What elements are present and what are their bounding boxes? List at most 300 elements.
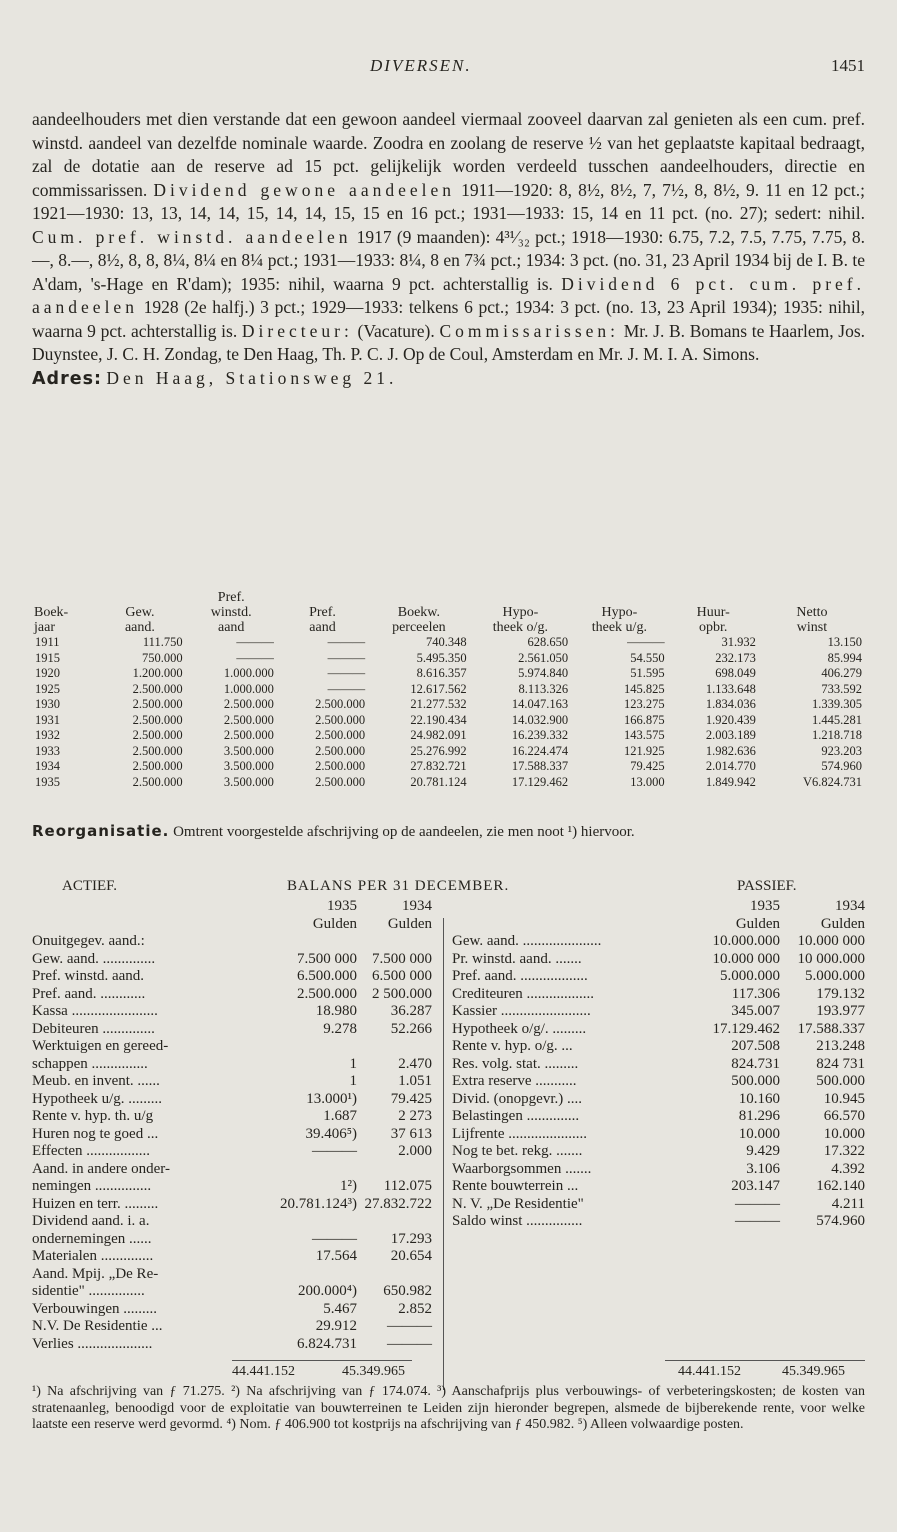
history-cell: 31.932	[721, 635, 756, 649]
history-cell: V6.824.731	[802, 774, 862, 789]
balance-label: Verbouwingen .........	[32, 1300, 157, 1317]
balance-value: ———	[312, 1143, 357, 1159]
balance-row	[32, 1143, 432, 1161]
unit-row: Gulden Gulden	[735, 915, 865, 932]
history-cell: 166.875	[623, 712, 665, 727]
balance-label: Dividend aand. i. a.	[32, 1213, 150, 1229]
history-cell: 13.000	[630, 774, 665, 789]
balance-label: Gew. aand. ..............	[32, 950, 156, 967]
history-cell: 2.500.000	[315, 774, 366, 789]
history-cell: 1920	[35, 666, 60, 680]
unit-row: Gulden Gulden	[312, 915, 432, 932]
balance-label: Saldo winst ...............	[452, 1213, 583, 1229]
page-header	[0, 56, 897, 80]
history-row	[32, 744, 865, 760]
balance-value: 500.000	[731, 1073, 780, 1089]
balance-value: 574.960	[816, 1213, 865, 1229]
balance-value: 2.000	[398, 1143, 432, 1159]
balance-row	[32, 1231, 432, 1249]
balance-row	[32, 1248, 432, 1266]
history-cell: 3.500.000	[223, 759, 274, 773]
total-rule-left	[232, 1360, 412, 1361]
dividend-label: Dividend gewone aandeelen	[153, 179, 456, 200]
history-cell: 13.150	[827, 635, 862, 649]
history-cell: 2.500.000	[315, 697, 366, 711]
history-cell: 145.825	[623, 681, 665, 696]
balance-value: 5.000.000	[805, 968, 865, 984]
balance-value: 1²)	[340, 1178, 357, 1194]
history-cell: 698.049	[715, 666, 756, 680]
balance-label: Rente v. hyp. o/g. ...	[452, 1038, 573, 1054]
history-cell: 16.224.474	[511, 743, 569, 758]
balance-label: Pref. winstd. aand.	[32, 968, 145, 984]
history-cell: ———	[327, 650, 366, 665]
balance-value: 9.278	[323, 1020, 357, 1037]
history-header-cell: Netto winst	[796, 605, 828, 635]
balance-label: Huren nog te goed ...	[32, 1125, 159, 1142]
balance-value: 1	[349, 1055, 357, 1072]
balance-value: 17.293	[390, 1230, 432, 1247]
balance-label: Aand. in andere onder-	[32, 1160, 170, 1177]
balance-value: 10.000	[738, 1125, 780, 1142]
history-cell: 27.832.721	[410, 759, 467, 773]
balance-value: 17.322	[823, 1143, 865, 1159]
history-cell: 740.348	[425, 635, 467, 649]
balance-label: Lijfrente .....................	[452, 1125, 587, 1142]
history-cell: 1.218.718	[812, 728, 862, 742]
balance-value: 10.000 000	[797, 933, 865, 949]
balance-value: 10.945	[823, 1090, 865, 1107]
balance-value: 52.266	[390, 1020, 432, 1037]
history-table	[32, 590, 865, 790]
history-cell: 1.920.439	[705, 712, 756, 727]
history-cell: 2.500.000	[223, 728, 274, 742]
history-cell: 2.500.000	[315, 728, 366, 742]
history-row	[32, 775, 865, 791]
history-cell: 2.561.050	[518, 650, 569, 665]
balance-title-row	[32, 878, 865, 898]
balance-label: Nog te bet. rekg. .......	[452, 1143, 583, 1159]
balance-row	[32, 1038, 432, 1056]
history-cell: 5.495.350	[416, 650, 467, 665]
balance-value: 213.248	[816, 1038, 865, 1054]
balance-row	[32, 1126, 432, 1144]
balance-value: ———	[387, 1318, 432, 1334]
balance-label: Werktuigen en gereed-	[32, 1038, 169, 1054]
year-row: 1935 1934	[750, 898, 865, 914]
company-description	[32, 108, 865, 391]
balance-value: 39.406⁵)	[305, 1125, 357, 1142]
balance-value: 10.000.000	[712, 933, 780, 949]
balance-value: 13.000¹)	[306, 1090, 357, 1107]
history-cell: ———	[236, 635, 274, 649]
history-cell: 3.500.000	[223, 743, 274, 758]
balance-row	[32, 1196, 432, 1214]
history-cell: 2.500.000	[315, 743, 366, 758]
balance-label: Pr. winstd. aand. .......	[452, 950, 582, 967]
balance-value: 36.287	[390, 1003, 432, 1019]
history-cell: ———	[236, 650, 274, 665]
history-cell: 1934	[35, 759, 60, 773]
balance-row	[32, 1266, 432, 1284]
balance-row	[32, 1021, 432, 1039]
history-body	[32, 635, 865, 790]
prose-paragraph: aandeelhouders met dien verstande dat een gewoon aandeel viermaal zooveel daarvan zal genieten als een cum. pref. winstd. aandeel van dezelfde nominale waarde. Zoodra en zoolang de reserve ½ van het geplaatste kapitaal bedraagt, zal de dotatie aan de reserve ad 15 pct. gelijkelijk worden verdeeld tusschen aandeelhouders, directie en commissarissen. Dividend gewone aandeelen 1911—1920: 8, 8½, 8½, 7, 7½, 8, 8½, 9. 11 en 12 pct.; 1921—1930: 13, 13, 14, 14, 15, 14, 14, 15, 15 en 16 pct.; 1931—1933: 15, 14 en 11 pct. (no. 27); sedert: nihil. Cum. pref. winstd. aandeelen 1917 (9 maanden): 4³¹⁄₃₂ pct.; 1918—1930: 6.75, 7.2, 7.5, 7.75, 7.75, 8.—, 8.—, 8½, 8, 8, 8¼, 8¼ en 8¼ pct.; 1931—1933: 8¼, 8 en 7¾ pct.; 1934: 3 pct. (no. 31, 23 April 1934 bij de I. B. te A'dam, 's-Hage en R'dam); 1935: nihil, waarna 9 pct. achterstallig is. Dividend 6 pct. cum. pref. aandeelen 1928 (2e halfj.) 3 pct.; 1929—1933: telkens 6 pct.; 1934: 3 pct. (no. 13, 23 April 1934); 1935: nihil, waarna 9 pct. achterstallig is. Directeur: (Vacature). Commissarissen: Mr. J. B. Bomans te Haarlem, Jos. Duynstee, J. C. H. Zondag, te Den Haag, Th. P. C. J. Op de Coul, Amsterdam en Mr. J. M. I. A. Simons.	[32, 109, 866, 364]
history-cell: 2.500.000	[132, 728, 183, 742]
history-cell: 2.500.000	[315, 712, 366, 727]
commissarissen-label: Commissarissen:	[439, 320, 620, 341]
balance-row	[32, 1108, 432, 1126]
balance-value: 179.132	[816, 985, 865, 1002]
balance-row	[452, 1126, 865, 1144]
year-row: 1935 1934	[327, 898, 432, 914]
balance-label: schappen ...............	[32, 1055, 148, 1072]
history-cell: 1.000.000	[223, 666, 274, 680]
balance-value: 203.147	[731, 1178, 780, 1194]
balance-label: Divid. (onopgevr.) ....	[452, 1090, 582, 1107]
history-cell: 574.960	[821, 759, 862, 773]
balance-row	[32, 1073, 432, 1091]
balance-row	[32, 933, 432, 951]
balance-value: 10.000 000	[712, 950, 780, 967]
balance-value: 824.731	[731, 1055, 780, 1072]
history-cell: 123.275	[623, 697, 665, 711]
balance-value: 2.500.000	[297, 985, 357, 1002]
history-header-cell: Hypo- theek o/g.	[492, 605, 548, 635]
balance-title: BALANS PER 31 DECEMBER.	[287, 878, 510, 894]
balance-value: 2.470	[398, 1055, 432, 1072]
total-passief-1934: 45.349.965	[782, 1364, 845, 1379]
history-cell: 733.592	[821, 681, 862, 696]
history-cell: ———	[327, 681, 366, 696]
total-actief-1934: 45.349.965	[342, 1364, 405, 1379]
history-cell: 1.339.305	[812, 697, 862, 711]
balance-label: Belastingen ..............	[452, 1108, 580, 1124]
history-cell: 1925	[35, 681, 60, 696]
balance-row	[452, 986, 865, 1004]
history-cell: 85.994	[827, 650, 862, 665]
history-cell: ———	[327, 635, 366, 649]
balance-row	[32, 1161, 432, 1179]
running-title: DIVERSEN.	[370, 56, 472, 75]
total-rule-right	[665, 1360, 865, 1361]
history-row	[32, 635, 865, 651]
directeur-label: Directeur:	[241, 320, 353, 341]
balance-value: 6.500 000	[372, 968, 432, 984]
history-cell: 1.849.942	[705, 774, 756, 789]
balance-row	[32, 1003, 432, 1021]
history-cell: ———	[627, 635, 665, 649]
balance-row	[32, 1301, 432, 1319]
balance-row	[32, 1091, 432, 1109]
balance-label: Meub. en invent. ......	[32, 1073, 160, 1089]
balance-row	[452, 1213, 865, 1231]
history-cell: 16.239.332	[511, 728, 569, 742]
history-cell: 12.617.562	[410, 681, 467, 696]
history-row	[32, 651, 865, 667]
history-cell: 17.588.337	[511, 759, 569, 773]
balance-row	[452, 1021, 865, 1039]
balance-label: Huizen en terr. .........	[32, 1195, 159, 1212]
history-cell: 1.982.636	[705, 743, 756, 758]
history-header-cell: Boek- jaar	[34, 605, 69, 635]
balance-value: 29.912	[315, 1318, 357, 1334]
balance-row	[452, 933, 865, 951]
balance-value: 7.500 000	[372, 950, 432, 967]
balance-value: 10 000.000	[797, 950, 865, 967]
balance-label: Pref. aand. ............	[32, 985, 146, 1002]
balance-row	[452, 1143, 865, 1161]
balance-value: 9.429	[746, 1143, 780, 1159]
history-row	[32, 682, 865, 698]
history-header-row	[32, 590, 865, 635]
dividend-6pct-label: Dividend 6 pct. cum. pref. aandeelen	[32, 273, 865, 317]
history-cell: 17.129.462	[511, 774, 569, 789]
balance-value: 5.467	[323, 1300, 357, 1317]
balance-row	[452, 1178, 865, 1196]
balance-value: 17.564	[315, 1248, 357, 1264]
balance-row	[452, 951, 865, 969]
balance-label: Verlies ....................	[32, 1335, 153, 1352]
history-cell: 1933	[35, 743, 60, 758]
history-cell: 628.650	[527, 635, 569, 649]
history-header-cell: Gew. aand.	[124, 605, 155, 635]
history-cell: 14.032.900	[511, 712, 569, 727]
balance-value: ———	[735, 1195, 780, 1212]
history-cell: 1931	[35, 712, 60, 727]
balance-value: 17.588.337	[797, 1020, 865, 1037]
history-cell: 1932	[35, 728, 60, 742]
balance-row	[32, 968, 432, 986]
reorganisatie-label: Reorganisatie.	[32, 822, 170, 840]
cum-pref-label: Cum. pref. winstd. aandeelen	[32, 226, 352, 247]
actief-label: ACTIEF.	[62, 878, 118, 894]
balance-value: 81.296	[738, 1108, 780, 1124]
balance-label: ondernemingen ......	[32, 1230, 152, 1247]
actief-column	[32, 898, 432, 1353]
balance-label: Crediteuren ..................	[452, 985, 595, 1002]
total-passief-1935: 44.441.152	[678, 1364, 741, 1379]
balance-value: 1.687	[323, 1108, 357, 1124]
balance-row	[32, 1318, 432, 1336]
balance-label: Aand. Mpij. „De Re-	[32, 1265, 159, 1282]
balance-value: 345.007	[731, 1003, 780, 1019]
balance-value: 2.852	[398, 1300, 432, 1317]
history-cell: 20.781.124	[410, 774, 467, 789]
balance-value: 1.051	[398, 1073, 432, 1089]
balance-label: sidentie" ...............	[32, 1283, 145, 1299]
passief-label: PASSIEF.	[737, 878, 797, 894]
adres-value: Den Haag, Stationsweg 21.	[106, 367, 398, 388]
balance-value: 79.425	[390, 1090, 432, 1107]
history-cell: 1911	[35, 635, 60, 649]
history-cell: ———	[327, 666, 366, 680]
balance-row	[32, 986, 432, 1004]
balance-label: Extra reserve ...........	[452, 1073, 577, 1089]
balance-value: 27.832.722	[364, 1195, 432, 1212]
balance-value: 162.140	[816, 1178, 865, 1194]
history-cell: 143.575	[623, 728, 665, 742]
balance-row	[452, 1091, 865, 1109]
history-cell: 2.500.000	[132, 712, 183, 727]
balance-row	[452, 968, 865, 986]
balance-row	[452, 1038, 865, 1056]
balance-value: 7.500 000	[297, 950, 357, 967]
balance-value: 20.654	[390, 1248, 432, 1264]
balance-row	[32, 1283, 432, 1301]
balance-row	[452, 1196, 865, 1214]
history-cell: 22.190.434	[410, 712, 467, 727]
history-cell: 1.445.281	[812, 712, 862, 727]
history-cell: 2.500.000	[223, 712, 274, 727]
history-cell: 1935	[35, 774, 60, 789]
balance-value: 200.000⁴)	[298, 1283, 357, 1299]
reorganisatie-note: Reorganisatie. Omtrent voorgestelde afschrijving op de aandeelen, zie men noot ¹) hiervoor.	[32, 822, 635, 840]
balance-value: 117.306	[731, 985, 780, 1002]
history-cell: 24.982.091	[410, 728, 467, 742]
balance-label: Onuitgegev. aand.:	[32, 933, 145, 949]
history-row	[32, 666, 865, 682]
history-cell: 1.133.648	[705, 681, 756, 696]
balance-value: 1	[349, 1073, 357, 1089]
history-cell: 1915	[35, 650, 60, 665]
total-actief-1935: 44.441.152	[232, 1364, 295, 1379]
history-cell: 2.014.770	[705, 759, 756, 773]
balance-value: 66.570	[823, 1108, 865, 1124]
balance-label: N.V. De Residentie ...	[32, 1318, 163, 1334]
balance-label: Kassa .......................	[32, 1003, 158, 1019]
balance-row	[452, 1003, 865, 1021]
history-cell: 111.750	[142, 635, 183, 649]
history-cell: 750.000	[141, 650, 183, 665]
history-row	[32, 697, 865, 713]
balance-label: Hypotheek o/g/. .........	[452, 1020, 587, 1037]
page-number: 1451	[831, 56, 865, 75]
balance-value: 112.075	[383, 1178, 432, 1194]
history-header-cell: Boekw. perceelen	[392, 605, 446, 635]
history-cell: 2.500.000	[132, 743, 183, 758]
history-cell: 232.173	[715, 650, 756, 665]
balance-label: Waarborgsommen .......	[452, 1160, 592, 1177]
balance-row	[32, 1213, 432, 1231]
balance-row	[32, 1056, 432, 1074]
history-cell: 2.500.000	[223, 697, 274, 711]
history-cell: 54.550	[630, 650, 665, 665]
history-cell: 8.616.357	[416, 666, 467, 680]
column-divider	[443, 918, 444, 1390]
history-cell: 14.047.163	[511, 697, 569, 711]
balance-value: ———	[312, 1230, 357, 1247]
balance-row	[452, 1108, 865, 1126]
history-cell: 2.500.000	[132, 759, 183, 773]
history-cell: 21.277.532	[410, 697, 467, 711]
history-header-cell: Hypo- theek u/g.	[591, 605, 647, 635]
history-row	[32, 759, 865, 775]
history-cell: 3.500.000	[223, 774, 274, 789]
balance-value: 37 613	[390, 1125, 432, 1142]
balance-value: 650.982	[383, 1283, 432, 1299]
history-cell: 121.925	[623, 743, 665, 758]
balance-value: 500.000	[816, 1073, 865, 1089]
balance-label: nemingen ...............	[32, 1178, 152, 1194]
history-cell: 8.113.326	[518, 681, 569, 696]
balance-value: 6.500.000	[297, 968, 357, 984]
balance-value: 2 273	[398, 1108, 432, 1124]
balance-value: 10.160	[738, 1090, 780, 1107]
balance-label: Hypotheek u/g. .........	[32, 1090, 162, 1107]
history-cell: 25.276.992	[410, 743, 467, 758]
balance-label: Pref. aand. ..................	[452, 968, 588, 984]
balance-label: Gew. aand. .....................	[452, 933, 602, 949]
history-cell: 2.003.189	[705, 728, 756, 742]
address-line	[32, 367, 865, 392]
balance-value: 207.508	[731, 1038, 780, 1054]
balance-label: Res. volg. stat. .........	[452, 1055, 579, 1072]
balance-label: Kassier ........................	[452, 1003, 591, 1019]
history-cell: 2.500.000	[315, 759, 366, 773]
balance-label: Rente bouwterrein ...	[452, 1178, 579, 1194]
history-cell: 2.500.000	[132, 697, 183, 711]
balance-label: Materialen ..............	[32, 1248, 154, 1264]
history-header-cell: Pref. winstd. aand	[210, 590, 252, 635]
balance-row	[32, 1178, 432, 1196]
footnotes: ¹) Na afschrijving van ƒ 71.275. ²) Na afschrijving van ƒ 174.074. ³) Aanschafprijs plus verbouwings- of verbeteringskosten; de kosten van stratenaanleg, benoodigd voor de exploitatie van bouwterreinen te Leiden zijn hieronder begrepen, alsmede de bijberekende rente, voor welke laatste een reserve werd gevormd. ⁴) Nom. ƒ 406.900 tot kostprijs na afschrijving van ƒ 450.982. ⁵) Alleen volwaardige posten.	[32, 1384, 865, 1432]
balance-value: ———	[735, 1213, 780, 1229]
balance-label: Effecten .................	[32, 1143, 151, 1159]
history-cell: 1.000.000	[223, 681, 274, 696]
balance-row	[32, 1336, 432, 1354]
balance-value: 6.824.731	[297, 1335, 357, 1352]
balance-label: Rente v. hyp. th. u/g	[32, 1108, 154, 1124]
history-row	[32, 728, 865, 744]
balance-row	[452, 1073, 865, 1091]
history-row	[32, 713, 865, 729]
history-header-cell: Huur- opbr.	[696, 605, 730, 635]
adres-label: Adres:	[32, 368, 102, 389]
balance-label: N. V. „De Residentie"	[452, 1195, 584, 1212]
history-cell: 51.595	[630, 666, 665, 680]
balance-value: 17.129.462	[712, 1020, 780, 1037]
balance-row	[452, 1161, 865, 1179]
history-cell: 406.279	[821, 666, 862, 680]
balance-row	[452, 1056, 865, 1074]
balance-row	[32, 951, 432, 969]
balance-value: 4.392	[831, 1160, 865, 1177]
history-cell: 79.425	[630, 759, 665, 773]
balance-value: 824 731	[816, 1055, 865, 1072]
balance-value: 193.977	[816, 1003, 865, 1019]
history-cell: 2.500.000	[132, 681, 183, 696]
history-cell: 1.834.036	[705, 697, 756, 711]
balance-value: 3.106	[746, 1160, 780, 1177]
history-cell: 923.203	[821, 743, 862, 758]
balance-value: 10.000	[823, 1125, 865, 1142]
history-cell: 2.500.000	[132, 774, 183, 789]
history-cell: 1930	[35, 697, 60, 711]
history-cell: 1.200.000	[132, 666, 183, 680]
history-cell: 5.974.840	[518, 666, 569, 680]
balance-value: 18.980	[315, 1003, 357, 1019]
balance-value: 5.000.000	[720, 968, 780, 984]
balance-label: Debiteuren ..............	[32, 1020, 155, 1037]
balance-value: 20.781.124³)	[280, 1195, 357, 1212]
balance-value: 2 500.000	[372, 985, 432, 1002]
history-header-cell: Pref. aand	[309, 605, 336, 635]
balance-value: ———	[387, 1335, 432, 1352]
balance-value: 4.211	[831, 1195, 865, 1212]
passief-column	[452, 898, 865, 1231]
balance-sheet	[32, 878, 865, 1352]
